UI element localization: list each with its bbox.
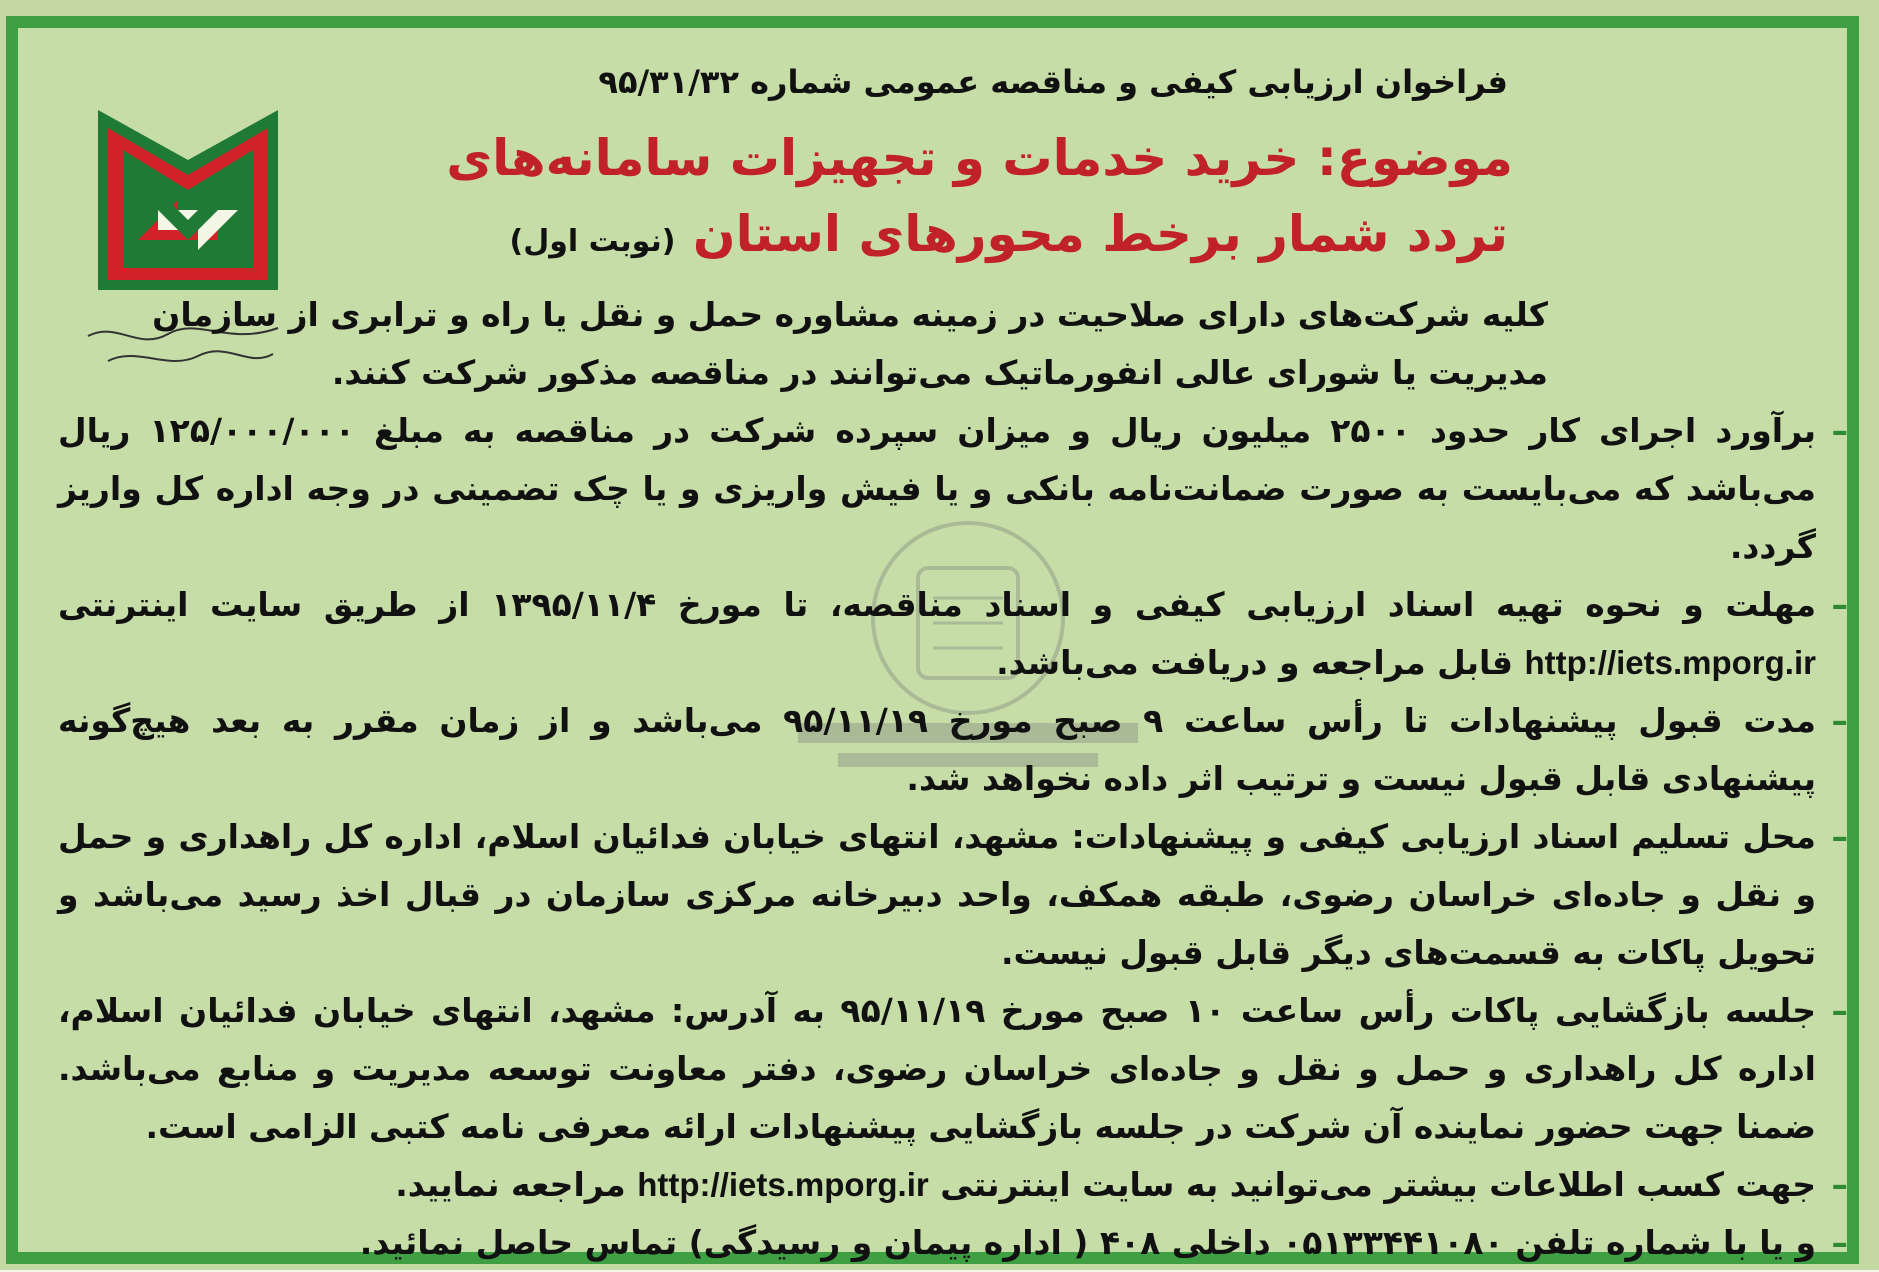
dash-bullet: – (1831, 991, 1848, 1030)
item-text: و یا با شماره تلفن ۰۵۱۳۳۴۴۱۰۸۰ داخلی ۴۰۸ ( اداره پیمان و رسیدگی) تماس حاصل نمائید. (359, 1223, 1816, 1262)
item-text: مراجعه نمایید. (395, 1165, 626, 1204)
list-item (58, 1156, 1848, 1214)
call-title: فراخوان ارزیابی کیفی و مناقصه عمومی شماره ۹۵/۳۱/۳۲ (598, 63, 1508, 101)
subject-line-1: موضوع: خرید خدمات و تجهیزات سامانه‌های (446, 129, 1513, 187)
list-item (58, 576, 1848, 692)
subject-line-2 (58, 196, 1508, 280)
website-link[interactable]: http://iets.mporg.ir (1524, 644, 1816, 681)
list-item (58, 402, 1848, 576)
dash-bullet: – (1831, 1223, 1848, 1262)
dash-bullet: – (1831, 411, 1848, 450)
website-link[interactable]: http://iets.mporg.ir (637, 1166, 929, 1203)
announcement-content (58, 38, 1848, 1272)
item-text: مهلت و نحوه تهیه اسناد ارزیابی کیفی و اسناد مناقصه، تا مورخ ۱۳۹۵/۱۱/۴ از طریق سایت اینترنتی (58, 585, 1816, 624)
item-text: محل تسلیم اسناد ارزیابی کیفی و پیشنهادات: مشهد، انتهای خیابان فدائیان اسلام، اداره کل راهداری و حمل و نقل و جاده‌ای خراسان رضوی، طبقه همکف، واحد دبیرخانه مرکزی سازمان در قبال اخذ رسید می‌باشد و تحویل پاکات به قسمت‌های دیگر قابل قبول نیست. (58, 817, 1816, 972)
item-text: جهت کسب اطلاعات بیشتر می‌توانید به سایت اینترنتی (940, 1165, 1816, 1204)
list-item (58, 692, 1848, 808)
item-text: برآورد اجرای کار حدود ۲۵۰۰ میلیون ریال و میزان سپرده شرکت در مناقصه به مبلغ ۱۲۵/۰۰۰/۰۰۰ ریال می‌باشد که می‌بایست به صورت ضمانت‌نامه بانکی و یا فیش واریزی و یا چک تضمینی در وجه اداره کل واریز گردد. (58, 411, 1816, 566)
item-text: قابل مراجعه و دریافت می‌باشد. (996, 643, 1513, 682)
subject-line-2-text: تردد شمار برخط محورهای استان (692, 205, 1508, 263)
list-item (58, 1214, 1848, 1272)
dash-bullet: – (1831, 585, 1848, 624)
dash-bullet: – (1831, 1165, 1848, 1204)
item-text: مدت قبول پیشنهادات تا رأس ساعت ۹ صبح مورخ ۹۵/۱۱/۱۹ می‌باشد و از زمان مقرر به بعد هیچ‌گونه پیشنهادی قابل قبول نیست و ترتیب اثر داده نخواهد شد. (58, 701, 1816, 798)
intro-paragraph: کلیه شرکت‌های دارای صلاحیت در زمینه مشاوره حمل و نقل یا راه و ترابری از سازمان مدیریت یا شورای عالی انفورماتیک می‌توانند در مناقصه مذکور شرکت کنند. (152, 295, 1548, 392)
list-item (58, 982, 1848, 1156)
dash-bullet: – (1831, 701, 1848, 740)
round-label: (نوبت اول) (509, 224, 676, 259)
announcement-frame (6, 16, 1859, 1264)
dash-bullet: – (1831, 817, 1848, 856)
item-text: جلسه بازگشایی پاکات رأس ساعت ۱۰ صبح مورخ ۹۵/۱۱/۱۹ به آدرس: مشهد، انتهای خیابان فدائیان اسلام، اداره کل راهداری و حمل و نقل و جاده‌ای خراسان رضوی، دفتر معاونت توسعه مدیریت و منابع می‌باشد. ضمنا جهت حضور نماینده آن شرکت در جلسه بازگشایی پیشنهادات ارائه معرفی نامه کتبی الزامی است. (58, 991, 1817, 1146)
conditions-list (58, 402, 1848, 1272)
list-item (58, 808, 1848, 982)
